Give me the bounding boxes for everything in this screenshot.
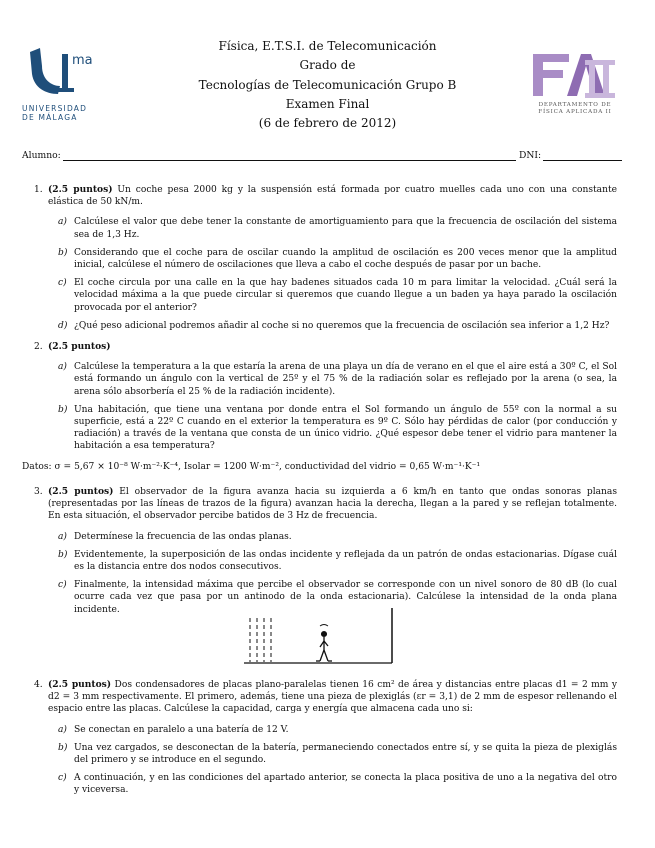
uma-logo-mark <box>22 44 102 102</box>
question-4-stem: (2.5 puntos) Dos condensadores de placas plano-paralelas tienen 16 cm² de área y distancias entre placas d1 = 2 mm y d2 = 3 mm respectivamente. El primero, además, tiene una pieza de plexiglás (εr = 3,1) de 2 mm de espesor rellenando el espacio entre las placas. Calcúlese la capacidad, carga y energía que almacena cada uno si: <box>48 679 617 715</box>
dni-field[interactable] <box>543 160 622 161</box>
question-2: 2. (2.5 puntos) a) Calcúlese la temperatura a la que estaría la arena de una playa un día de verano en el que el aire está a 30º C, el Sol está formando un ángulo con la vertical de 25º y el 75 % de la radiación solar es reflejado por la arena (o sea, la arena sólo absorbería el 25 % de la radiación incidente). b) Una habitación, que tiene una ventana por donde entra el Sol formando un ángulo de 55º con la normal a su superficie, está a 22º C cuando en el exterior la temperatura es 9º C. Sólo hay pérdidas de calor (por conducción y radiación) a través de la ventana que consta de un único vidrio. ¿Qué espesor debe tener el vidrio para mantener la habitación a esa temperatura? Datos: σ = 5,67 × 10⁻⁸ W·m⁻²·K⁻⁴, Isolar = 1200 W·m⁻², conductividad del vidrio = 0,65 W·m⁻¹·K⁻¹ <box>22 341 617 472</box>
svg-text:ma: ma <box>72 53 93 68</box>
question-4: 4. (2.5 puntos) Dos condensadores de placas plano-paralelas tienen 16 cm² de área y distancias entre placas d1 = 2 mm y d2 = 3 mm respectivamente. El primero, además, tiene una pieza de plexiglás (εr = 3,1) de 2 mm de espesor rellenando el espacio entre las placas. Calcúlese la capacidad, carga y energía que almacena cada uno si: a) Se conectan en paralelo a una batería de 12 V. b) Una vez cargados, se desconectan de la batería, permaneciendo conectados entre sí, y se quita la pieza de plexiglás del primero y se introduce en el segundo. c) A continuación, y en las condiciones del apartado anterior, se conecta la placa positiva de uno a la negativa del otro y viceversa. <box>34 679 617 796</box>
question-1-stem: (2.5 puntos) Un coche pesa 2000 kg y la suspensión está formada por cuatro muelles cada uno con una constante elástica de 50 kN/m. <box>48 184 617 208</box>
observer-figure <box>316 632 332 661</box>
plane-wave-lines <box>250 618 271 662</box>
dni-label: DNI: <box>519 150 542 161</box>
sound-perception-mark <box>320 625 328 627</box>
question-1-a: a) Calcúlese el valor que debe tener la constante de amortiguamiento para que la frecuencia de oscilación del sistema sea de 1,3 Hz. <box>58 217 617 240</box>
question-1-d: d) ¿Qué peso adicional podremos añadir al coche si no queremos que la frecuencia de oscilación sea inferior a 1,2 Hz? <box>58 320 610 331</box>
header-line: Física, E.T.S.I. de Telecomunicación <box>218 39 437 53</box>
question-2-a: a) Calcúlese la temperatura a la que estaría la arena de una playa un día de verano en el que el aire está a 30º C, el Sol está formando un ángulo con la vertical de 25º y el 75 % de la radiación solar es reflejado por la arena (o sea, la arena sólo absorbería el 25 % de la radiación incidente). <box>58 362 617 397</box>
question-3-stem: (2.5 puntos) El observador de la figura avanza hacia su izquierda a 6 km/h en tanto que ondas sonoras planas (representadas por las líneas de trazos de la figura) avanzan hacia la derecha, llegan a la pared y se reflejan totalmente. En esta situación, el observador percibe batidos de 3 Hz de frecuencia. <box>48 486 617 522</box>
question-3: 3. (2.5 puntos) El observador de la figura avanza hacia su izquierda a 6 km/h en tanto que ondas sonoras planas (representadas por las líneas de trazos de la figura) avanzan hacia la derecha, llegan a la pared y se reflejan totalmente. En esta situación, el observador percibe batidos de 3 Hz de frecuencia. a) Determínese la frecuencia de las ondas planas. b) Evidentemente, la superposición de las ondas incidente y reflejada da un patrón de ondas estacionarias. Dígase cuál es la distancia entre dos nodos consecutivos. c) Finalmente, la intensidad máxima que percibe el observador se corresponde con un nivel sonoro de 80 dB (lo cual ocurre cada vez que pasa por un antinodo de la onda estacionaria). Calcúlese la intensidad de la onda plana incidente. <box>34 486 617 615</box>
uma-logo-text: UNIVERSIDAD DE MÁLAGA <box>22 104 88 122</box>
wave-figure-svg <box>244 606 400 666</box>
question-2-data: Datos: σ = 5,67 × 10⁻⁸ W·m⁻²·K⁻⁴, Isolar = 1200 W·m⁻², conductividad del vidrio = 0,65 W·m⁻¹·K⁻¹ <box>22 461 481 472</box>
question-1: 1. (2.5 puntos) Un coche pesa 2000 kg y la suspensión está formada por cuatro muelles cada uno con una constante elástica de 50 kN/m. a) Calcúlese el valor que debe tener la constante de amortiguamiento para que la frecuencia de oscilación del sistema sea de 1,3 Hz. b) Considerando que el coche para de oscilar cuando la amplitud de oscilación es 200 veces menor que la amplitud inicial, calcúlese el número de oscilaciones que lleva a cabo el coche después de pasar por un bache. c) El coche circula por una calle en la que hay badenes situados cada 10 m para limitar la velocidad. ¿Cuál será la velocidad máxima a la que puede circular si queremos que cuando llegue a un baden ya haya parado la oscilación provocada por el anterior? d) ¿Qué peso adicional podremos añadir al coche si no queremos que la frecuencia de oscilación sea inferior a 1,2 Hz? <box>34 184 617 331</box>
question-4-c: c) A continuación, y en las condiciones del apartado anterior, se conecta la placa positiva de uno a la negativa del otro y viceversa. <box>58 773 617 796</box>
dept-logo <box>523 50 623 130</box>
question-4-b: b) Una vez cargados, se desconectan de la batería, permaneciendo conectados entre sí, y se quita la pieza de plexiglás del primero y se introduce en el segundo. <box>58 742 617 766</box>
alumno-label: Alumno: <box>22 150 61 161</box>
student-info <box>22 150 622 166</box>
uma-logo <box>22 44 102 124</box>
wave-figure <box>244 606 400 666</box>
fa-logo-mark <box>523 50 623 100</box>
alumno-field[interactable] <box>63 160 516 161</box>
question-3-c: c) Finalmente, la intensidad máxima que percibe el observador se corresponde con un nivel sonoro de 80 dB (lo cual ocurre cada vez que pasa por un antinodo de la onda estacionaria). Calcúlese la intensidad de la onda plana incidente. <box>58 580 617 615</box>
question-1-c: c) El coche circula por una calle en la que hay badenes situados cada 10 m para limitar la velocidad. ¿Cuál será la velocidad máxima a la que puede circular si queremos que cuando llegue a un baden ya haya parado la oscilación provocada por el anterior? <box>58 278 617 313</box>
header-line: Grado de <box>299 58 356 73</box>
question-1-b: b) Considerando que el coche para de oscilar cuando la amplitud de oscilación es 200 veces menor que la amplitud inicial, calcúlese el número de oscilaciones que lleva a cabo el coche después de pasar por un bache. <box>58 247 617 271</box>
question-3-b: b) Evidentemente, la superposición de las ondas incidente y reflejada da un patrón de ondas estacionarias. Dígase cuál es la distancia entre dos nodos consecutivos. <box>58 549 617 573</box>
question-3-a: a) Determínese la frecuencia de las ondas planas. <box>58 531 292 542</box>
question-2-b: b) Una habitación, que tiene una ventana por donde entra el Sol formando un ángulo de 55º con la normal a su superficie, está a 22º C cuando en el exterior la temperatura es 9º C. Sólo hay pérdidas de calor (por conducción y radiación) a través de la ventana que consta de un único vidrio. ¿Qué espesor debe tener el vidrio para mantener la habitación a esa temperatura? <box>58 404 617 452</box>
dept-logo-text: DEPARTAMENTO DE FÍSICA APLICADA II <box>538 102 612 115</box>
header-line: Examen Final <box>285 96 370 111</box>
header-line: Tecnologías de Telecomunicación Grupo B <box>198 77 457 92</box>
header-date: (6 de febrero de 2012) <box>258 116 397 131</box>
question-2-stem: (2.5 puntos) <box>48 341 111 352</box>
exam-header <box>150 37 505 133</box>
question-4-a: a) Se conectan en paralelo a una batería de 12 V. <box>58 724 289 735</box>
